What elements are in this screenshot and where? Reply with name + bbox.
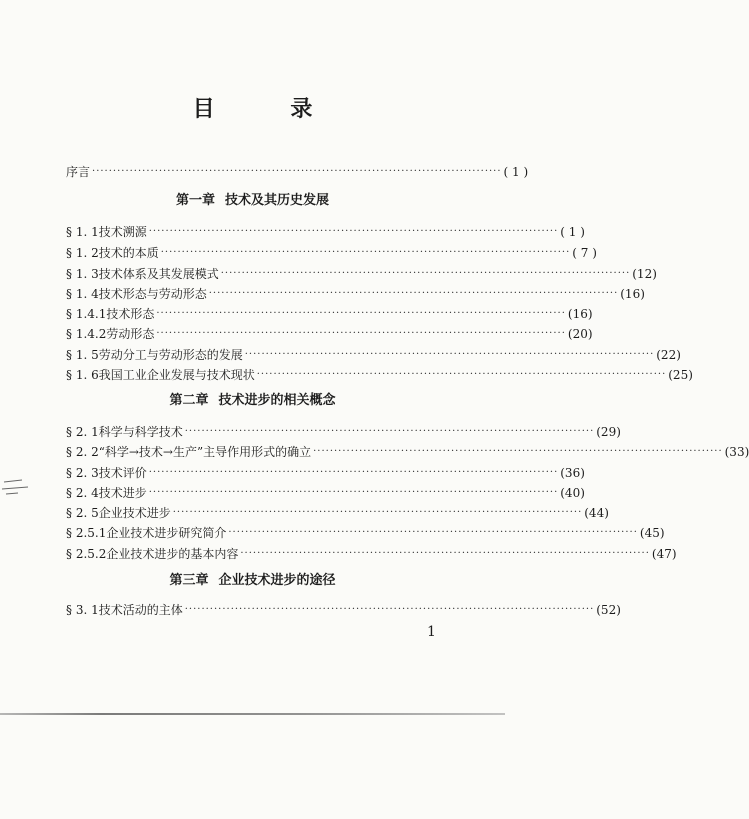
- entry-label: 技术评价: [98, 466, 147, 480]
- entry-number: § 2. 1: [66, 425, 99, 439]
- leader-dots: ··································································································: [313, 446, 723, 457]
- chapter-title: 技术进步的相关概念: [218, 393, 336, 408]
- entry-number: § 2. 5: [66, 506, 99, 520]
- toc-entry[interactable]: [66, 223, 585, 241]
- leader-dots: ··································································································: [92, 166, 502, 177]
- entry-label: 劳动形态: [106, 327, 155, 341]
- entry-label: 技术活动的主体: [98, 603, 183, 617]
- leader-dots: ··································································································: [228, 527, 638, 538]
- entry-page: (33): [724, 445, 749, 459]
- leader-dots: ··································································································: [244, 349, 655, 360]
- entry-page: (22): [656, 348, 681, 362]
- entry-page: (40): [560, 486, 585, 500]
- toc-entry[interactable]: [66, 325, 593, 343]
- entry-page: (44): [584, 506, 609, 520]
- entry-page: (47): [651, 547, 677, 561]
- entry-label: 技术形态与劳动形态: [98, 287, 207, 301]
- toc-entry[interactable]: [66, 464, 585, 482]
- page-number: 1: [427, 624, 436, 640]
- entry-page: (16): [620, 287, 645, 301]
- leader-dots: ··································································································: [148, 467, 559, 478]
- entry-number: § 1. 4: [66, 287, 99, 301]
- leader-dots: ··································································································: [156, 308, 566, 319]
- entry-label: 技术体系及其发展模式: [98, 267, 219, 281]
- entry-number: § 1. 6: [66, 368, 99, 382]
- leader-dots: ··································································································: [160, 247, 571, 258]
- leader-dots: ··································································································: [208, 288, 619, 299]
- entry-page: ( 7 ): [572, 246, 597, 260]
- entry-number: § 2.5.1: [66, 526, 107, 540]
- chapter-title: 技术及其历史发展: [225, 193, 330, 208]
- entry-label: 劳动分工与劳动形态的发展: [98, 348, 243, 362]
- entry-number: § 2. 4: [66, 486, 99, 500]
- leader-dots: ··································································································: [240, 548, 650, 559]
- entry-label: 技术形态: [106, 307, 155, 321]
- entry-page: (45): [639, 526, 665, 540]
- toc-entry[interactable]: [66, 504, 609, 522]
- entry-number: § 1. 5: [66, 348, 99, 362]
- entry-page: (52): [596, 603, 621, 617]
- toc-entry[interactable]: [66, 545, 677, 563]
- leader-dots: ··································································································: [148, 487, 559, 498]
- scan-edge-line: [0, 713, 505, 715]
- toc-entry[interactable]: [66, 366, 693, 384]
- entry-number: § 1. 2: [66, 246, 99, 260]
- leader-dots: ··································································································: [184, 604, 595, 615]
- scan-mark-icon: [2, 478, 30, 496]
- toc-entry[interactable]: [66, 285, 645, 303]
- chapter-number: 第二章: [169, 393, 209, 408]
- toc-entry[interactable]: [66, 443, 749, 461]
- toc-entry[interactable]: [66, 346, 681, 364]
- entry-page: ( 1 ): [560, 225, 585, 239]
- entry-label: 序言: [66, 165, 91, 179]
- toc-entry[interactable]: [66, 484, 585, 502]
- entry-number: § 1. 3: [66, 267, 99, 281]
- chapter-number: 第一章: [175, 193, 215, 208]
- entry-page: (25): [668, 368, 693, 382]
- leader-dots: ··································································································: [256, 369, 667, 380]
- toc-entry[interactable]: [66, 305, 593, 323]
- leader-dots: ··································································································: [148, 226, 559, 237]
- toc-entry[interactable]: [66, 524, 665, 542]
- leader-dots: ··································································································: [184, 426, 595, 437]
- entry-label: 技术进步: [98, 486, 147, 500]
- entry-label: 技术溯源: [98, 225, 147, 239]
- entry-page: (29): [596, 425, 621, 439]
- entry-page: ( 1 ): [503, 165, 529, 179]
- entry-number: § 2. 3: [66, 466, 99, 480]
- chapter-number: 第三章: [169, 573, 209, 588]
- chapter-heading-1[interactable]: [0, 192, 505, 210]
- chapter-title: 企业技术进步的途径: [218, 573, 336, 588]
- toc-entry[interactable]: [66, 244, 597, 262]
- entry-number: § 3. 1: [66, 603, 99, 617]
- entry-label: 企业技术进步研究简介: [106, 526, 227, 540]
- entry-number: § 1.4.2: [66, 327, 107, 341]
- toc-entry-preface[interactable]: [66, 163, 529, 181]
- entry-number: § 2.5.2: [66, 547, 107, 561]
- toc-entry[interactable]: [66, 423, 621, 441]
- toc-entry[interactable]: [66, 265, 657, 283]
- entry-label: 科学与科学技术: [98, 425, 183, 439]
- entry-label: “科学→技术→生产”主导作用形式的确立: [98, 445, 312, 459]
- chapter-heading-3[interactable]: [0, 572, 505, 590]
- page-title: 目 录: [192, 97, 347, 122]
- chapter-heading-2[interactable]: [0, 392, 505, 410]
- leader-dots: ··································································································: [220, 268, 631, 279]
- entry-label: 技术的本质: [98, 246, 159, 260]
- entry-label: 企业技术进步: [98, 506, 171, 520]
- entry-page: (16): [567, 307, 593, 321]
- entry-number: § 2. 2: [66, 445, 99, 459]
- entry-page: (20): [567, 327, 593, 341]
- entry-number: § 1. 1: [66, 225, 99, 239]
- leader-dots: ··································································································: [172, 507, 583, 518]
- toc-entry[interactable]: [66, 601, 621, 619]
- entry-label: 企业技术进步的基本内容: [106, 547, 239, 561]
- leader-dots: ··································································································: [156, 328, 566, 339]
- entry-label: 我国工业企业发展与技术现状: [98, 368, 255, 382]
- entry-page: (12): [632, 267, 657, 281]
- entry-number: § 1.4.1: [66, 307, 107, 321]
- entry-page: (36): [560, 466, 585, 480]
